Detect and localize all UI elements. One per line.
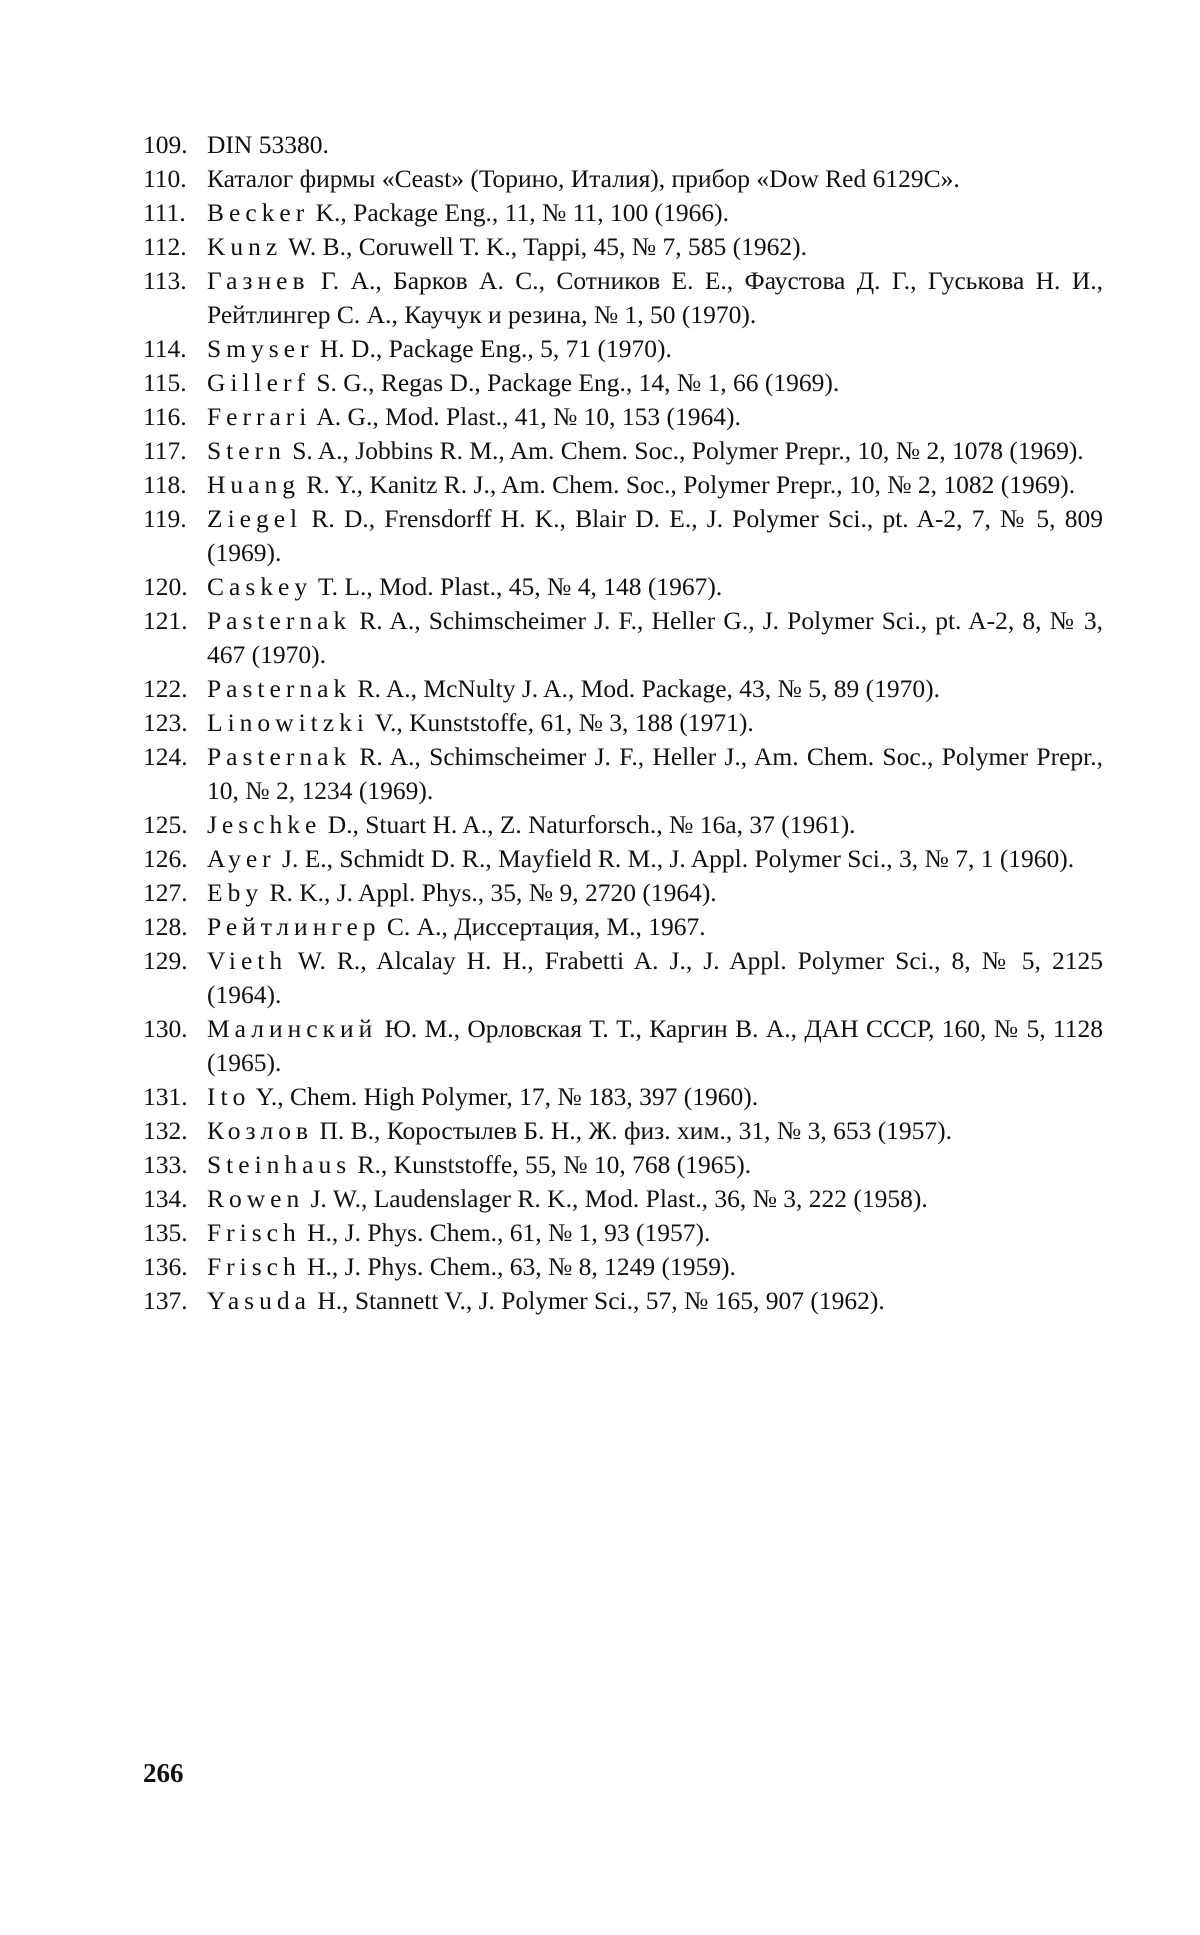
reference-text <box>207 1216 1103 1250</box>
reference-details: R. D., Frensdorff H. K., Blair D. E., J. Polymer Sci., pt. A-2, 7, № 5, 809 (1969). <box>207 504 1103 567</box>
reference-entry <box>143 1216 1103 1250</box>
reference-first-author: Малинский <box>207 1014 378 1043</box>
reference-details: K., Package Eng., 11, № 11, 100 (1966). <box>309 198 729 227</box>
reference-details: Y., Chem. High Polymer, 17, № 183, 397 (1960). <box>250 1082 759 1111</box>
reference-details: J. W., Laudenslager R. K., Mod. Plast., 36, № 3, 222 (1958). <box>304 1184 928 1213</box>
reference-text <box>207 502 1103 570</box>
reference-number: 129. <box>143 946 188 975</box>
reference-entry <box>143 434 1103 468</box>
reference-number: 135. <box>143 1218 188 1247</box>
reference-number: 130. <box>143 1014 188 1043</box>
reference-details: D., Stuart H. A., Z. Naturforsch., № 16a, 37 (1961). <box>321 810 856 839</box>
reference-first-author: Козлов <box>207 1116 314 1145</box>
reference-number: 113. <box>143 266 187 295</box>
reference-details: Г. А., Барков А. С., Сотников Е. Е., Фаустова Д. Г., Гуськова Н. И., Рейтлингер С. А., Каучук и резина, № 1, 50 (1970). <box>207 266 1103 329</box>
reference-entry <box>143 502 1103 570</box>
reference-entry <box>143 570 1103 604</box>
reference-entry <box>143 1284 1103 1318</box>
reference-entry <box>143 366 1103 400</box>
reference-first-author: Caskey <box>207 572 313 601</box>
reference-entry <box>143 604 1103 672</box>
reference-number: 134. <box>143 1184 188 1213</box>
reference-details: R. A., Schimscheimer J. F., Heller J., Am. Chem. Soc., Polymer Prepr., 10, № 2, 1234 (1969). <box>207 742 1103 805</box>
reference-details: A. G., Mod. Plast., 41, № 10, 153 (1964). <box>311 402 741 431</box>
reference-first-author: Smyser <box>207 334 314 363</box>
reference-details: T. L., Mod. Plast., 45, № 4, 148 (1967). <box>312 572 723 601</box>
reference-details: R. A., McNulty J. A., Mod. Package, 43, № 5, 89 (1970). <box>351 674 940 703</box>
reference-entry <box>143 842 1103 876</box>
reference-number: 123. <box>143 708 188 737</box>
reference-entry <box>143 672 1103 706</box>
reference-number: 118. <box>143 470 187 499</box>
reference-details: H. D., Package Eng., 5, 71 (1970). <box>313 334 672 363</box>
reference-first-author: Ziegel <box>207 504 303 533</box>
reference-first-author: Рейтлингер <box>207 912 381 941</box>
reference-text <box>207 910 1103 944</box>
reference-details: H., J. Phys. Chem., 61, № 1, 93 (1957). <box>300 1218 711 1247</box>
reference-entry <box>143 944 1103 1012</box>
reference-details: J. E., Schmidt D. R., Mayfield R. M., J. Appl. Polymer Sci., 3, № 7, 1 (1960). <box>275 844 1075 873</box>
reference-details: W. B., Coruwell T. K., Tappi, 45, № 7, 585 (1962). <box>282 232 807 261</box>
reference-first-author: Rowen <box>207 1184 305 1213</box>
reference-first-author: Frisch <box>207 1218 301 1247</box>
reference-entry <box>143 196 1103 230</box>
reference-text <box>207 876 1103 910</box>
reference-number: 116. <box>143 402 187 431</box>
reference-text <box>207 1284 1103 1318</box>
reference-entry <box>143 1080 1103 1114</box>
reference-text <box>207 604 1103 672</box>
reference-number: 133. <box>143 1150 188 1179</box>
reference-first-author: Frisch <box>207 1252 301 1281</box>
reference-first-author: Huang <box>207 470 300 499</box>
reference-number: 117. <box>143 436 187 465</box>
reference-number: 126. <box>143 844 188 873</box>
reference-number: 128. <box>143 912 188 941</box>
reference-entry <box>143 1148 1103 1182</box>
reference-first-author: Vieth <box>207 946 288 975</box>
reference-entry <box>143 400 1103 434</box>
reference-entry <box>143 1250 1103 1284</box>
reference-first-author: Becker <box>207 198 310 227</box>
reference-details: R. A., Schimscheimer J. F., Heller G., J. Polymer Sci., pt. A-2, 8, № 3, 467 (1970). <box>207 606 1103 669</box>
reference-text <box>207 1250 1103 1284</box>
reference-number: 109. <box>143 130 188 159</box>
reference-details: П. В., Коростылев Б. Н., Ж. физ. хим., 31, № 3, 653 (1957). <box>313 1116 953 1145</box>
reference-number: 124. <box>143 742 188 771</box>
reference-text <box>207 740 1103 808</box>
reference-list <box>143 128 1103 1318</box>
reference-details: V., Kunststoffe, 61, № 3, 188 (1971). <box>368 708 754 737</box>
reference-number: 119. <box>143 504 187 533</box>
reference-details: DIN 53380. <box>207 130 329 159</box>
reference-first-author: Eby <box>207 878 264 907</box>
reference-text <box>207 230 1103 264</box>
reference-first-author: Kunz <box>207 232 283 261</box>
reference-entry <box>143 910 1103 944</box>
reference-text <box>207 162 1103 196</box>
reference-entry <box>143 808 1103 842</box>
reference-text <box>207 808 1103 842</box>
reference-entry <box>143 876 1103 910</box>
reference-number: 114. <box>143 334 187 363</box>
reference-text <box>207 1012 1103 1080</box>
reference-entry <box>143 1114 1103 1148</box>
reference-first-author: Pasternak <box>207 674 352 703</box>
reference-details: H., J. Phys. Chem., 63, № 8, 1249 (1959). <box>300 1252 736 1281</box>
reference-details: R. K., J. Appl. Phys., 35, № 9, 2720 (1964). <box>263 878 717 907</box>
reference-text <box>207 366 1103 400</box>
reference-entry <box>143 1012 1103 1080</box>
reference-details: H., Stannett V., J. Polymer Sci., 57, № 165, 907 (1962). <box>310 1286 885 1315</box>
reference-details: R. Y., Kanitz R. J., Am. Chem. Soc., Polymer Prepr., 10, № 2, 1082 (1969). <box>299 470 1076 499</box>
reference-text <box>207 128 1103 162</box>
reference-first-author: Yasuda <box>207 1286 311 1315</box>
reference-text <box>207 842 1103 876</box>
reference-text <box>207 1114 1103 1148</box>
reference-first-author: Газнев <box>207 266 310 295</box>
reference-number: 132. <box>143 1116 188 1145</box>
reference-entry <box>143 468 1103 502</box>
reference-text <box>207 264 1103 332</box>
reference-number: 125. <box>143 810 188 839</box>
reference-number: 110. <box>143 164 187 193</box>
reference-details: S. A., Jobbins R. M., Am. Chem. Soc., Polymer Prepr., 10, № 2, 1078 (1969). <box>285 436 1084 465</box>
reference-first-author: Pasternak <box>207 606 352 635</box>
reference-number: 127. <box>143 878 188 907</box>
reference-first-author: Stern <box>207 436 286 465</box>
reference-text <box>207 944 1103 1012</box>
reference-text <box>207 672 1103 706</box>
reference-first-author: Steinhaus <box>207 1150 352 1179</box>
reference-number: 111. <box>143 198 186 227</box>
reference-details: С. А., Диссертация, М., 1967. <box>380 912 706 941</box>
reference-entry <box>143 264 1103 332</box>
reference-text <box>207 196 1103 230</box>
reference-details: Ю. М., Орловская Т. Т., Каргин В. А., ДАН СССР, 160, № 5, 1128 (1965). <box>207 1014 1103 1077</box>
reference-text <box>207 332 1103 366</box>
reference-number: 131. <box>143 1082 188 1111</box>
reference-number: 115. <box>143 368 187 397</box>
page-number: 266 <box>143 1758 184 1788</box>
reference-entry <box>143 706 1103 740</box>
reference-first-author: Ayer <box>207 844 276 873</box>
reference-number: 120. <box>143 572 188 601</box>
reference-number: 136. <box>143 1252 188 1281</box>
reference-entry <box>143 332 1103 366</box>
reference-entry <box>143 162 1103 196</box>
reference-first-author: Jeschke <box>207 810 322 839</box>
reference-number: 122. <box>143 674 188 703</box>
reference-first-author: Ito <box>207 1082 251 1111</box>
reference-number: 121. <box>143 606 188 635</box>
reference-number: 137. <box>143 1286 188 1315</box>
reference-details: R., Kunststoffe, 55, № 10, 768 (1965). <box>351 1150 752 1179</box>
reference-entry <box>143 128 1103 162</box>
reference-first-author: Linowitzki <box>207 708 369 737</box>
reference-text <box>207 434 1103 468</box>
reference-entry <box>143 230 1103 264</box>
reference-details: S. G., Regas D., Package Eng., 14, № 1, 66 (1969). <box>309 368 840 397</box>
reference-text <box>207 1148 1103 1182</box>
reference-text <box>207 570 1103 604</box>
reference-details: W. R., Alcalay H. H., Frabetti A. J., J. Appl. Polymer Sci., 8, № 5, 2125 (1964). <box>207 946 1103 1009</box>
reference-first-author: Gillerf <box>207 368 310 397</box>
reference-details: Каталог фирмы «Ceast» (Торино, Италия), прибор «Dow Red 6129C». <box>207 164 960 193</box>
reference-entry <box>143 1182 1103 1216</box>
reference-entry <box>143 740 1103 808</box>
reference-number: 112. <box>143 232 187 261</box>
reference-text <box>207 468 1103 502</box>
reference-text <box>207 400 1103 434</box>
reference-text <box>207 706 1103 740</box>
reference-first-author: Pasternak <box>207 742 352 771</box>
reference-first-author: Ferrari <box>207 402 312 431</box>
reference-text <box>207 1182 1103 1216</box>
reference-text <box>207 1080 1103 1114</box>
